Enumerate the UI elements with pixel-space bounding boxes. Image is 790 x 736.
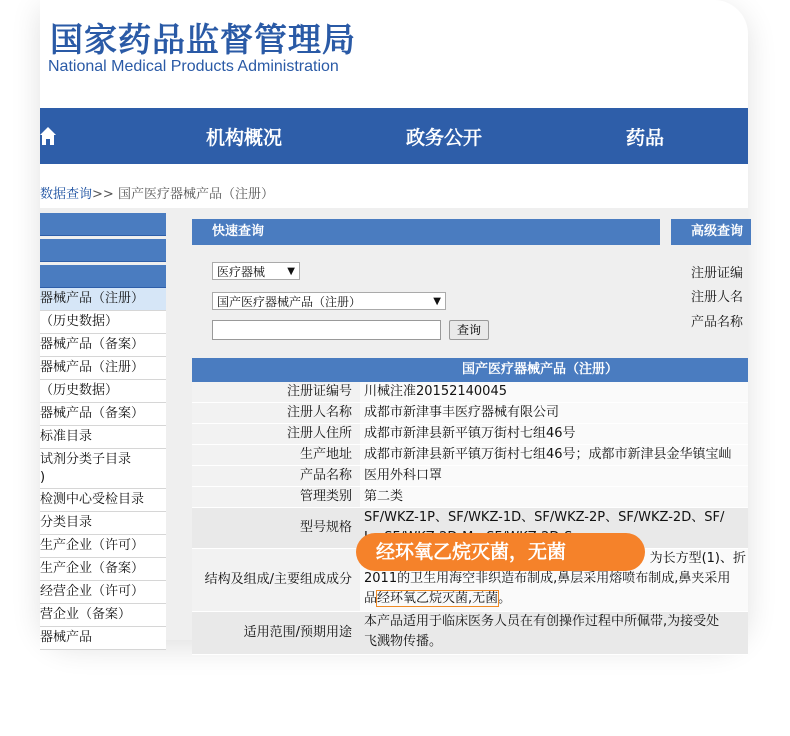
sidebar-item[interactable]: 器械产品: [40, 627, 166, 650]
table-row: [192, 487, 748, 508]
table-row: [192, 466, 748, 487]
field-label: 型号规格: [192, 508, 360, 548]
table-row: [192, 403, 748, 424]
sidebar-item[interactable]: 标准目录: [40, 426, 166, 449]
field-value: 成都市新津县新平镇万街村七组46号: [360, 424, 748, 444]
field-value: 川械注准20152140045: [360, 382, 748, 402]
sidebar-item[interactable]: 分类目录: [40, 512, 166, 535]
sidebar-header: [40, 239, 166, 262]
table-row: [192, 424, 748, 445]
field-label: 注册人住所: [192, 424, 360, 444]
callout-badge: 经环氧乙烷灭菌，无菌: [356, 533, 645, 571]
sidebar-item[interactable]: 器械产品（注册）: [40, 357, 166, 380]
nav-item-public-affairs[interactable]: 政务公开: [406, 127, 483, 149]
value-line: 本产品适用于临床医务人员在有创操作过程中所佩带,为接受处: [364, 614, 720, 629]
main-nav: [40, 108, 748, 164]
sidebar-item[interactable]: 生产企业（许可）: [40, 535, 166, 558]
category-select-value: 医疗器械: [217, 265, 266, 279]
value-prefix: 品: [364, 591, 378, 606]
nav-item-drugs[interactable]: 药品: [626, 127, 665, 149]
advanced-search-header: 高级查询: [671, 219, 751, 245]
field-label: 产品名称: [192, 466, 360, 486]
value-suffix: 。: [498, 591, 512, 606]
sidebar-item[interactable]: 营企业（备案）: [40, 604, 166, 627]
breadcrumb-link-data-query[interactable]: 数据查询: [40, 187, 93, 202]
field-value: 成都市新津县新平镇万街村七组46号；成都市新津县金华镇宝屾: [360, 445, 748, 465]
value-line: 2011的卫生用海空非织造布制成,鼻层采用熔喷布制成,鼻夹采用: [364, 571, 731, 586]
detail-table-title: 国产医疗器械产品（注册）: [192, 358, 748, 382]
category-select[interactable]: [212, 262, 300, 280]
breadcrumb-separator: >>: [92, 187, 114, 202]
sidebar: [40, 213, 166, 650]
sidebar-header: [40, 213, 166, 236]
field-label: 注册证编号: [192, 382, 360, 402]
adv-label-product-name: 产品名称: [691, 315, 744, 330]
field-value: SF/WKZ-1P、SF/WKZ-1D、SF/WKZ-2P、SF/WKZ-2D、SF/: [360, 508, 748, 548]
search-button[interactable]: 查询: [449, 320, 489, 340]
breadcrumb-current: 国产医疗器械产品（注册）: [117, 187, 274, 202]
table-row: [192, 382, 748, 403]
field-value: 医用外科口罩: [360, 466, 748, 486]
adv-label-registrant: 注册人名: [691, 290, 744, 305]
field-label: 注册人名称: [192, 403, 360, 423]
quick-search-header: 快速查询: [192, 219, 660, 245]
field-label: 管理类别: [192, 487, 360, 507]
field-value: 第二类: [360, 487, 748, 507]
home-icon[interactable]: [40, 126, 60, 146]
site-title-cn: 国家药品监督管理局: [50, 20, 356, 59]
sidebar-item[interactable]: （历史数据）: [40, 311, 166, 334]
value-line: 为长方型(1)、折: [649, 551, 746, 566]
adv-label-reg-no: 注册证编: [691, 266, 744, 281]
sidebar-item[interactable]: 经营企业（许可）: [40, 581, 166, 604]
value-line: 飞溅物传播。: [364, 634, 443, 649]
sidebar-item[interactable]: 器械产品（备案）: [40, 334, 166, 357]
highlighted-sterilization-text: 经环氧乙烷灭菌,无菌: [377, 591, 499, 606]
field-value: 成都市新津事丰医疗器械有限公司: [360, 403, 748, 423]
product-detail-table: [192, 358, 748, 655]
search-input[interactable]: [212, 320, 441, 340]
sidebar-item[interactable]: 器械产品（备案）: [40, 403, 166, 426]
sidebar-item[interactable]: 试剂分类子目录 ): [40, 449, 166, 489]
sidebar-item[interactable]: 生产企业（备案）: [40, 558, 166, 581]
nav-item-about[interactable]: 机构概况: [206, 127, 283, 149]
field-label: 生产地址: [192, 445, 360, 465]
table-row: [192, 612, 748, 655]
site-title-en: National Medical Products Administration: [48, 58, 339, 75]
product-type-select[interactable]: [212, 292, 446, 310]
sidebar-item[interactable]: 器械产品（注册）: [40, 288, 166, 311]
field-label: 适用范围/预期用途: [192, 612, 360, 654]
field-label: 结构及组成/主要组成成分: [192, 549, 360, 611]
sidebar-item[interactable]: 检测中心受检目录: [40, 489, 166, 512]
sidebar-header: [40, 265, 166, 288]
value-line: [364, 589, 748, 609]
dropdown-arrow-icon: ▼: [433, 296, 441, 307]
dropdown-arrow-icon: ▼: [287, 266, 295, 277]
field-value: [360, 612, 748, 654]
breadcrumb: [40, 183, 274, 202]
table-row: [192, 445, 748, 466]
sidebar-item[interactable]: （历史数据）: [40, 380, 166, 403]
product-type-select-value: 国产医疗器械产品（注册）: [217, 295, 362, 309]
